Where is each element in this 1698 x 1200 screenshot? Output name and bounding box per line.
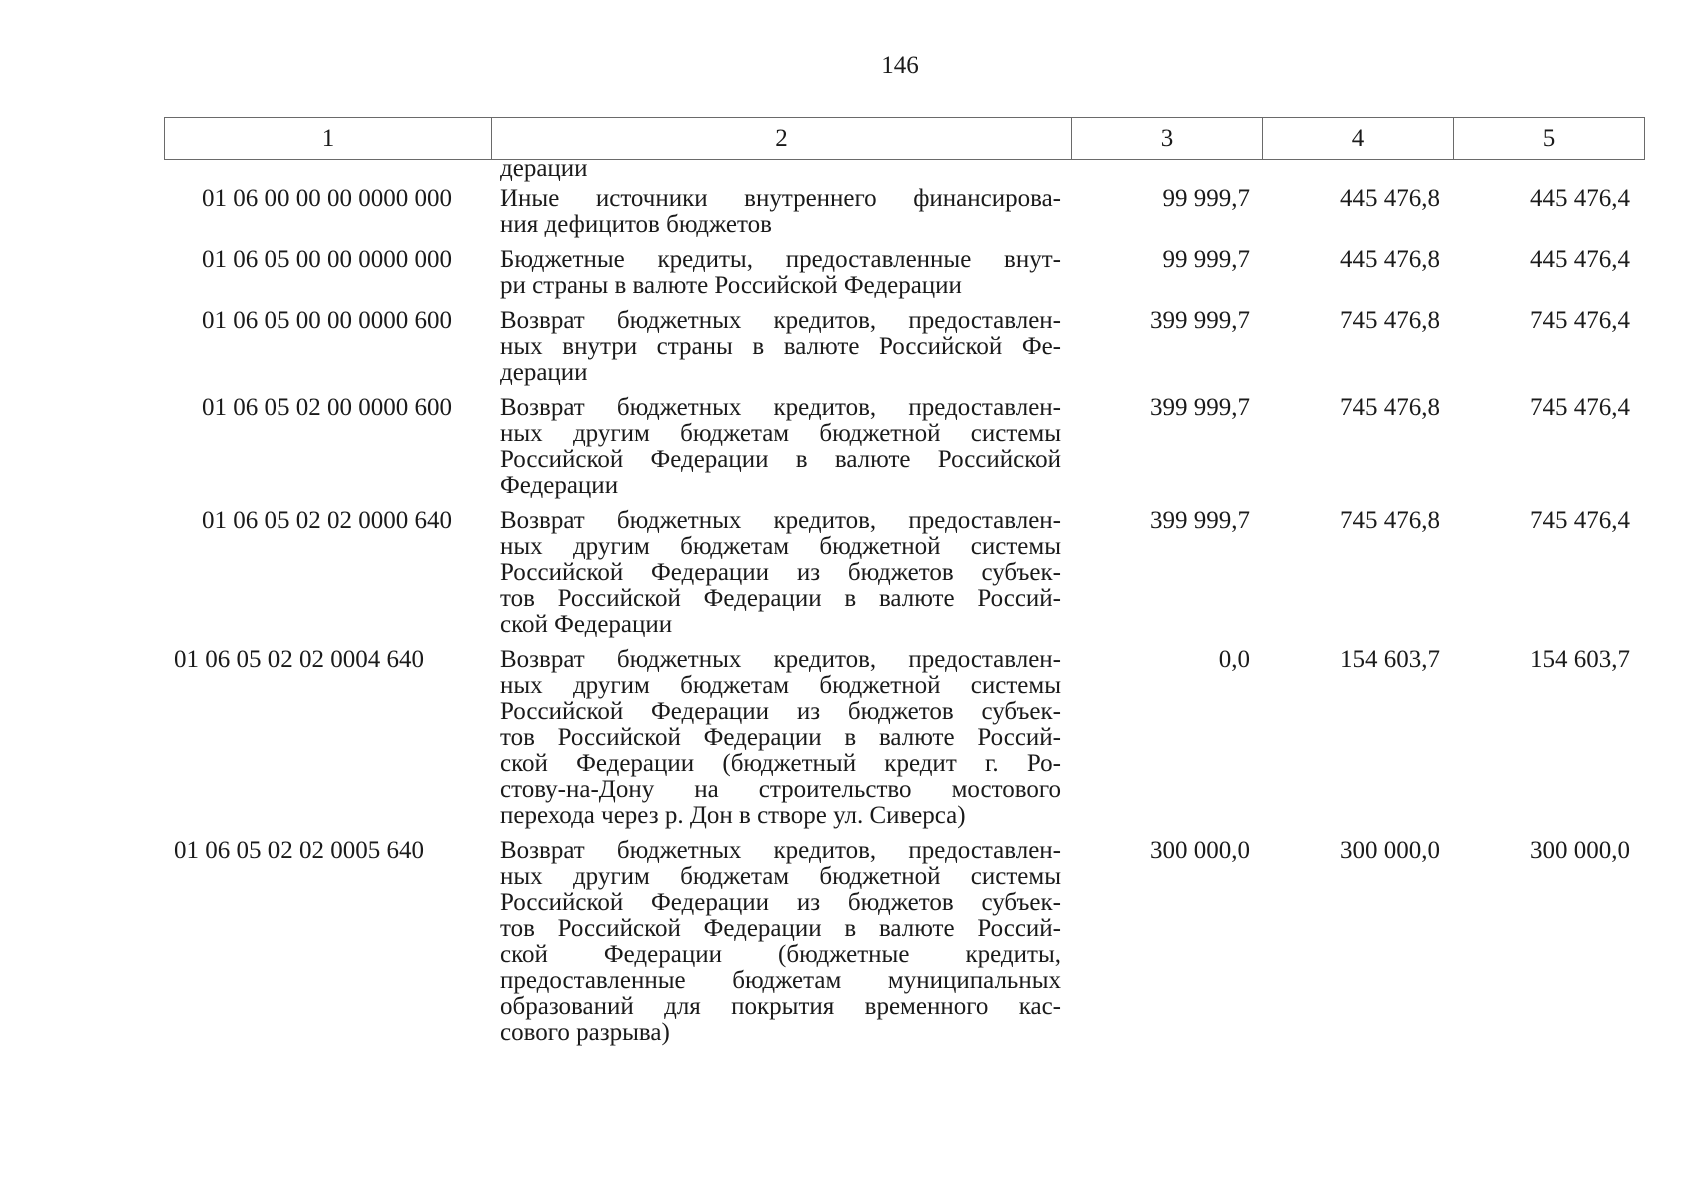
budget-description [490, 395, 1069, 499]
budget-code: 01 06 05 02 00 0000 600 [202, 394, 452, 421]
continuation-row [164, 156, 1639, 186]
value-column-4: 445 476,8 [1340, 246, 1440, 273]
value-column-5: 445 476,4 [1530, 185, 1630, 212]
description-line: ния дефицитов бюджетов [500, 211, 772, 238]
value-column-4: 154 603,7 [1340, 646, 1440, 673]
value-column-5: 154 603,7 [1530, 646, 1630, 673]
value-column-3: 399 999,7 [1150, 394, 1250, 421]
value-column-3: 399 999,7 [1150, 507, 1250, 534]
description-line: ных другим бюджетам бюджетной системы [500, 863, 1061, 890]
value-column-4: 300 000,0 [1340, 837, 1440, 864]
header-cell-3: 3 [1072, 118, 1263, 160]
table-row [164, 247, 1639, 299]
budget-description [490, 508, 1069, 638]
table-row [164, 647, 1639, 829]
table-row [164, 838, 1639, 1046]
header-row [165, 118, 1645, 160]
value-column-3: 399 999,7 [1150, 307, 1250, 334]
description-line: ской Федерации (бюджетные кредиты, [500, 941, 1061, 968]
budget-code: 01 06 05 00 00 0000 600 [202, 307, 452, 334]
budget-table [164, 156, 1639, 1046]
description-line: Российской Федерации из бюджетов субъек- [500, 889, 1061, 916]
budget-code: 01 06 00 00 00 0000 000 [202, 185, 452, 212]
description-line: ри страны в валюте Российской Федерации [500, 272, 962, 299]
value-column-5: 745 476,4 [1530, 307, 1630, 334]
description-line: образований для покрытия временного кас- [500, 993, 1061, 1020]
description-line: Возврат бюджетных кредитов, предоставлен- [500, 394, 1061, 421]
budget-description [490, 186, 1069, 238]
value-column-3: 300 000,0 [1150, 837, 1250, 864]
continuation-code-cell [164, 156, 490, 186]
description-line: ской Федерации (бюджетный кредит г. Ро- [500, 750, 1061, 777]
header-cell-2: 2 [492, 118, 1072, 160]
table-header [164, 117, 1645, 160]
header-cell-5: 5 [1454, 118, 1645, 160]
description-line: предоставленные бюджетам муниципальных [500, 967, 1061, 994]
value-column-5: 745 476,4 [1530, 394, 1630, 421]
description-line: тов Российской Федерации в валюте Россий- [500, 724, 1061, 751]
budget-description [490, 308, 1069, 386]
description-line: Бюджетные кредиты, предоставленные внут- [500, 246, 1061, 273]
value-column-4: 745 476,8 [1340, 307, 1440, 334]
header-cell-4: 4 [1263, 118, 1454, 160]
value-column-4: 445 476,8 [1340, 185, 1440, 212]
description-line: Российской Федерации из бюджетов субъек- [500, 559, 1061, 586]
description-line: Российской Федерации в валюте Российской [500, 446, 1061, 473]
budget-description [490, 838, 1069, 1046]
value-column-3: 99 999,7 [1162, 246, 1250, 273]
description-line: Возврат бюджетных кредитов, предоставлен- [500, 837, 1061, 864]
value-column-5: 445 476,4 [1530, 246, 1630, 273]
value-column-3: 0,0 [1218, 646, 1250, 673]
description-line: Возврат бюджетных кредитов, предоставлен- [500, 307, 1061, 334]
header-cell-1: 1 [165, 118, 492, 160]
description-line: тов Российской Федерации в валюте Россий- [500, 585, 1061, 612]
description-line: Российской Федерации из бюджетов субъек- [500, 698, 1061, 725]
budget-code: 01 06 05 02 02 0005 640 [174, 837, 424, 864]
table-row [164, 186, 1639, 238]
description-line: дерации [500, 359, 588, 386]
budget-code: 01 06 05 02 02 0004 640 [174, 646, 424, 673]
description-line: Федерации [500, 472, 619, 499]
description-line: Возврат бюджетных кредитов, предоставлен- [500, 507, 1061, 534]
description-line: ных другим бюджетам бюджетной системы [500, 533, 1061, 560]
value-column-4: 745 476,8 [1340, 394, 1440, 421]
description-line: ных другим бюджетам бюджетной системы [500, 420, 1061, 447]
table-row [164, 395, 1639, 499]
description-line: стову-на-Дону на строительство мостового [500, 776, 1061, 803]
value-column-3: 99 999,7 [1162, 185, 1250, 212]
description-line: Возврат бюджетных кредитов, предоставлен- [500, 646, 1061, 673]
table-body [164, 156, 1639, 1046]
budget-code: 01 06 05 02 02 0000 640 [202, 507, 452, 534]
description-line: ных другим бюджетам бюджетной системы [500, 672, 1061, 699]
page-number: 146 [881, 52, 919, 79]
budget-description [490, 247, 1069, 299]
budget-description [490, 647, 1069, 829]
description-line: ской Федерации [500, 611, 673, 638]
value-column-5: 300 000,0 [1530, 837, 1630, 864]
table-row [164, 308, 1639, 386]
description-line: сового разрыва) [500, 1019, 670, 1046]
description-line: перехода через р. Дон в створе ул. Сиверса) [500, 802, 966, 829]
budget-code: 01 06 05 00 00 0000 000 [202, 246, 452, 273]
value-column-5: 745 476,4 [1530, 507, 1630, 534]
description-line: тов Российской Федерации в валюте Россий- [500, 915, 1061, 942]
description-line: ных внутри страны в валюте Российской Фе- [500, 333, 1061, 360]
continuation-text: дерации [500, 155, 588, 182]
table-row [164, 508, 1639, 638]
value-column-4: 745 476,8 [1340, 507, 1440, 534]
description-line: Иные источники внутреннего финансирова- [500, 185, 1061, 212]
